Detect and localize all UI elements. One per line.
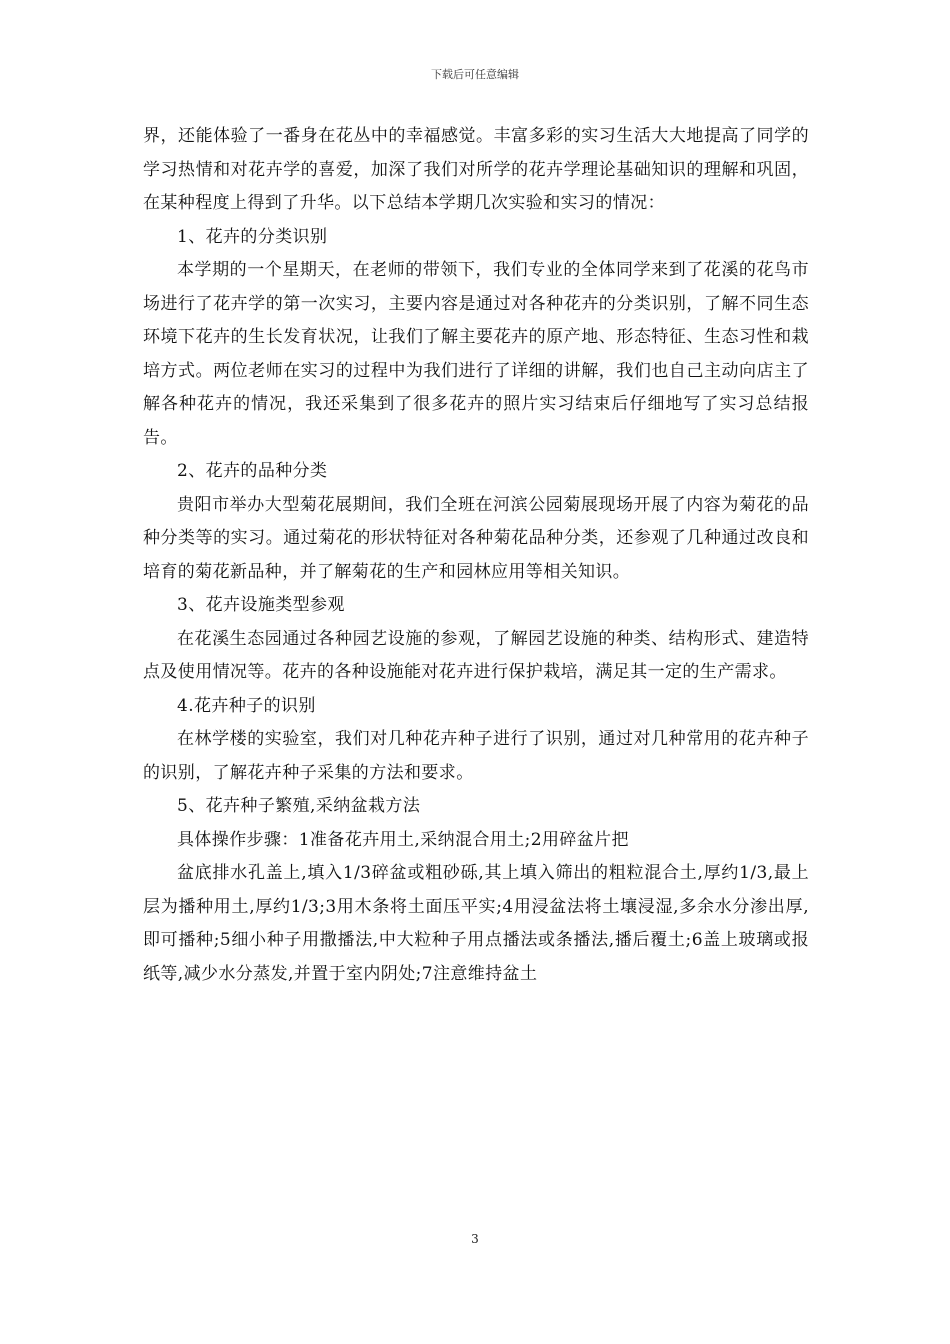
section-heading-1: 1、花卉的分类识别 [177, 226, 328, 247]
page-number: 3 [471, 1232, 479, 1246]
paragraph-section-3: 在花溪生态园通过各种园艺设施的参观，了解园艺设施的种类、结构形式、建造特点及使用情况等。花卉的各种设施能对花卉进行保护栽培，满足其一定的生产需求。 [143, 628, 809, 682]
paragraph-section-1: 本学期的一个星期天，在老师的带领下，我们专业的全体同学来到了花溪的花鸟市场进行了花卉学的第一次实习，主要内容是通过对各种花卉的分类识别，了解不同生态环境下花卉的生长发育状况，让我们了解主要花卉的原产地、形态特征、生态习性和栽培方式。两位老师在实习的过程中为我们进行了详细的讲解，我们也自己主动向店主了解各种花卉的情况，我还采集到了很多花卉的照片实习结束后仔细地写了实习总结报告。 [143, 260, 809, 448]
paragraph-steps-detail: 盆底排水孔盖上,填入1/3碎盆或粗砂砾,其上填入筛出的粗粒混合土,厚约1/3,最上层为播种用土,厚约1/3;3用木条将土面压平实;4用浸盆法将土壤浸湿,多余水分渗出厚,即可播种;5细小种子用撒播法,中大粒种子用点播法或条播法,播后覆土;6盖上玻璃或报纸等,减少水分蒸发,并置于室内阴处;7注意维持盆土 [143, 863, 809, 984]
paragraph-section-2: 贵阳市举办大型菊花展期间，我们全班在河滨公园菊展现场开展了内容为菊花的品种分类等的实习。通过菊花的形状特征对各种菊花品种分类，还参观了几种通过改良和培育的菊花新品种，并了解菊花的生产和园林应用等相关知识。 [143, 494, 809, 582]
section-heading-4: 4.花卉种子的识别 [177, 695, 316, 716]
section-heading-5: 5、花卉种子繁殖,采纳盆栽方法 [177, 796, 421, 816]
paragraph-intro-continued: 界，还能体验了一番身在花丛中的幸福感觉。丰富多彩的实习生活大大地提高了同学的学习热情和对花卉学的喜爱，加深了我们对所学的花卉学理论基础知识的理解和巩固，在某种程度上得到了升华。以下总结本学期几次实验和实习的情况： [143, 126, 809, 213]
page-header: 下载后可任意编辑 [431, 68, 519, 81]
section-heading-2: 2、花卉的品种分类 [177, 461, 328, 481]
paragraph-section-4: 在林学楼的实验室，我们对几种花卉种子进行了识别，通过对几种常用的花卉种子的识别，了解花卉种子采集的方法和要求。 [143, 729, 809, 783]
section-heading-3: 3、花卉设施类型参观 [177, 595, 345, 615]
document-body [143, 120, 809, 991]
paragraph-steps-intro: 具体操作步骤：1准备花卉用土,采纳混合用土;2用碎盆片把 [177, 829, 629, 850]
